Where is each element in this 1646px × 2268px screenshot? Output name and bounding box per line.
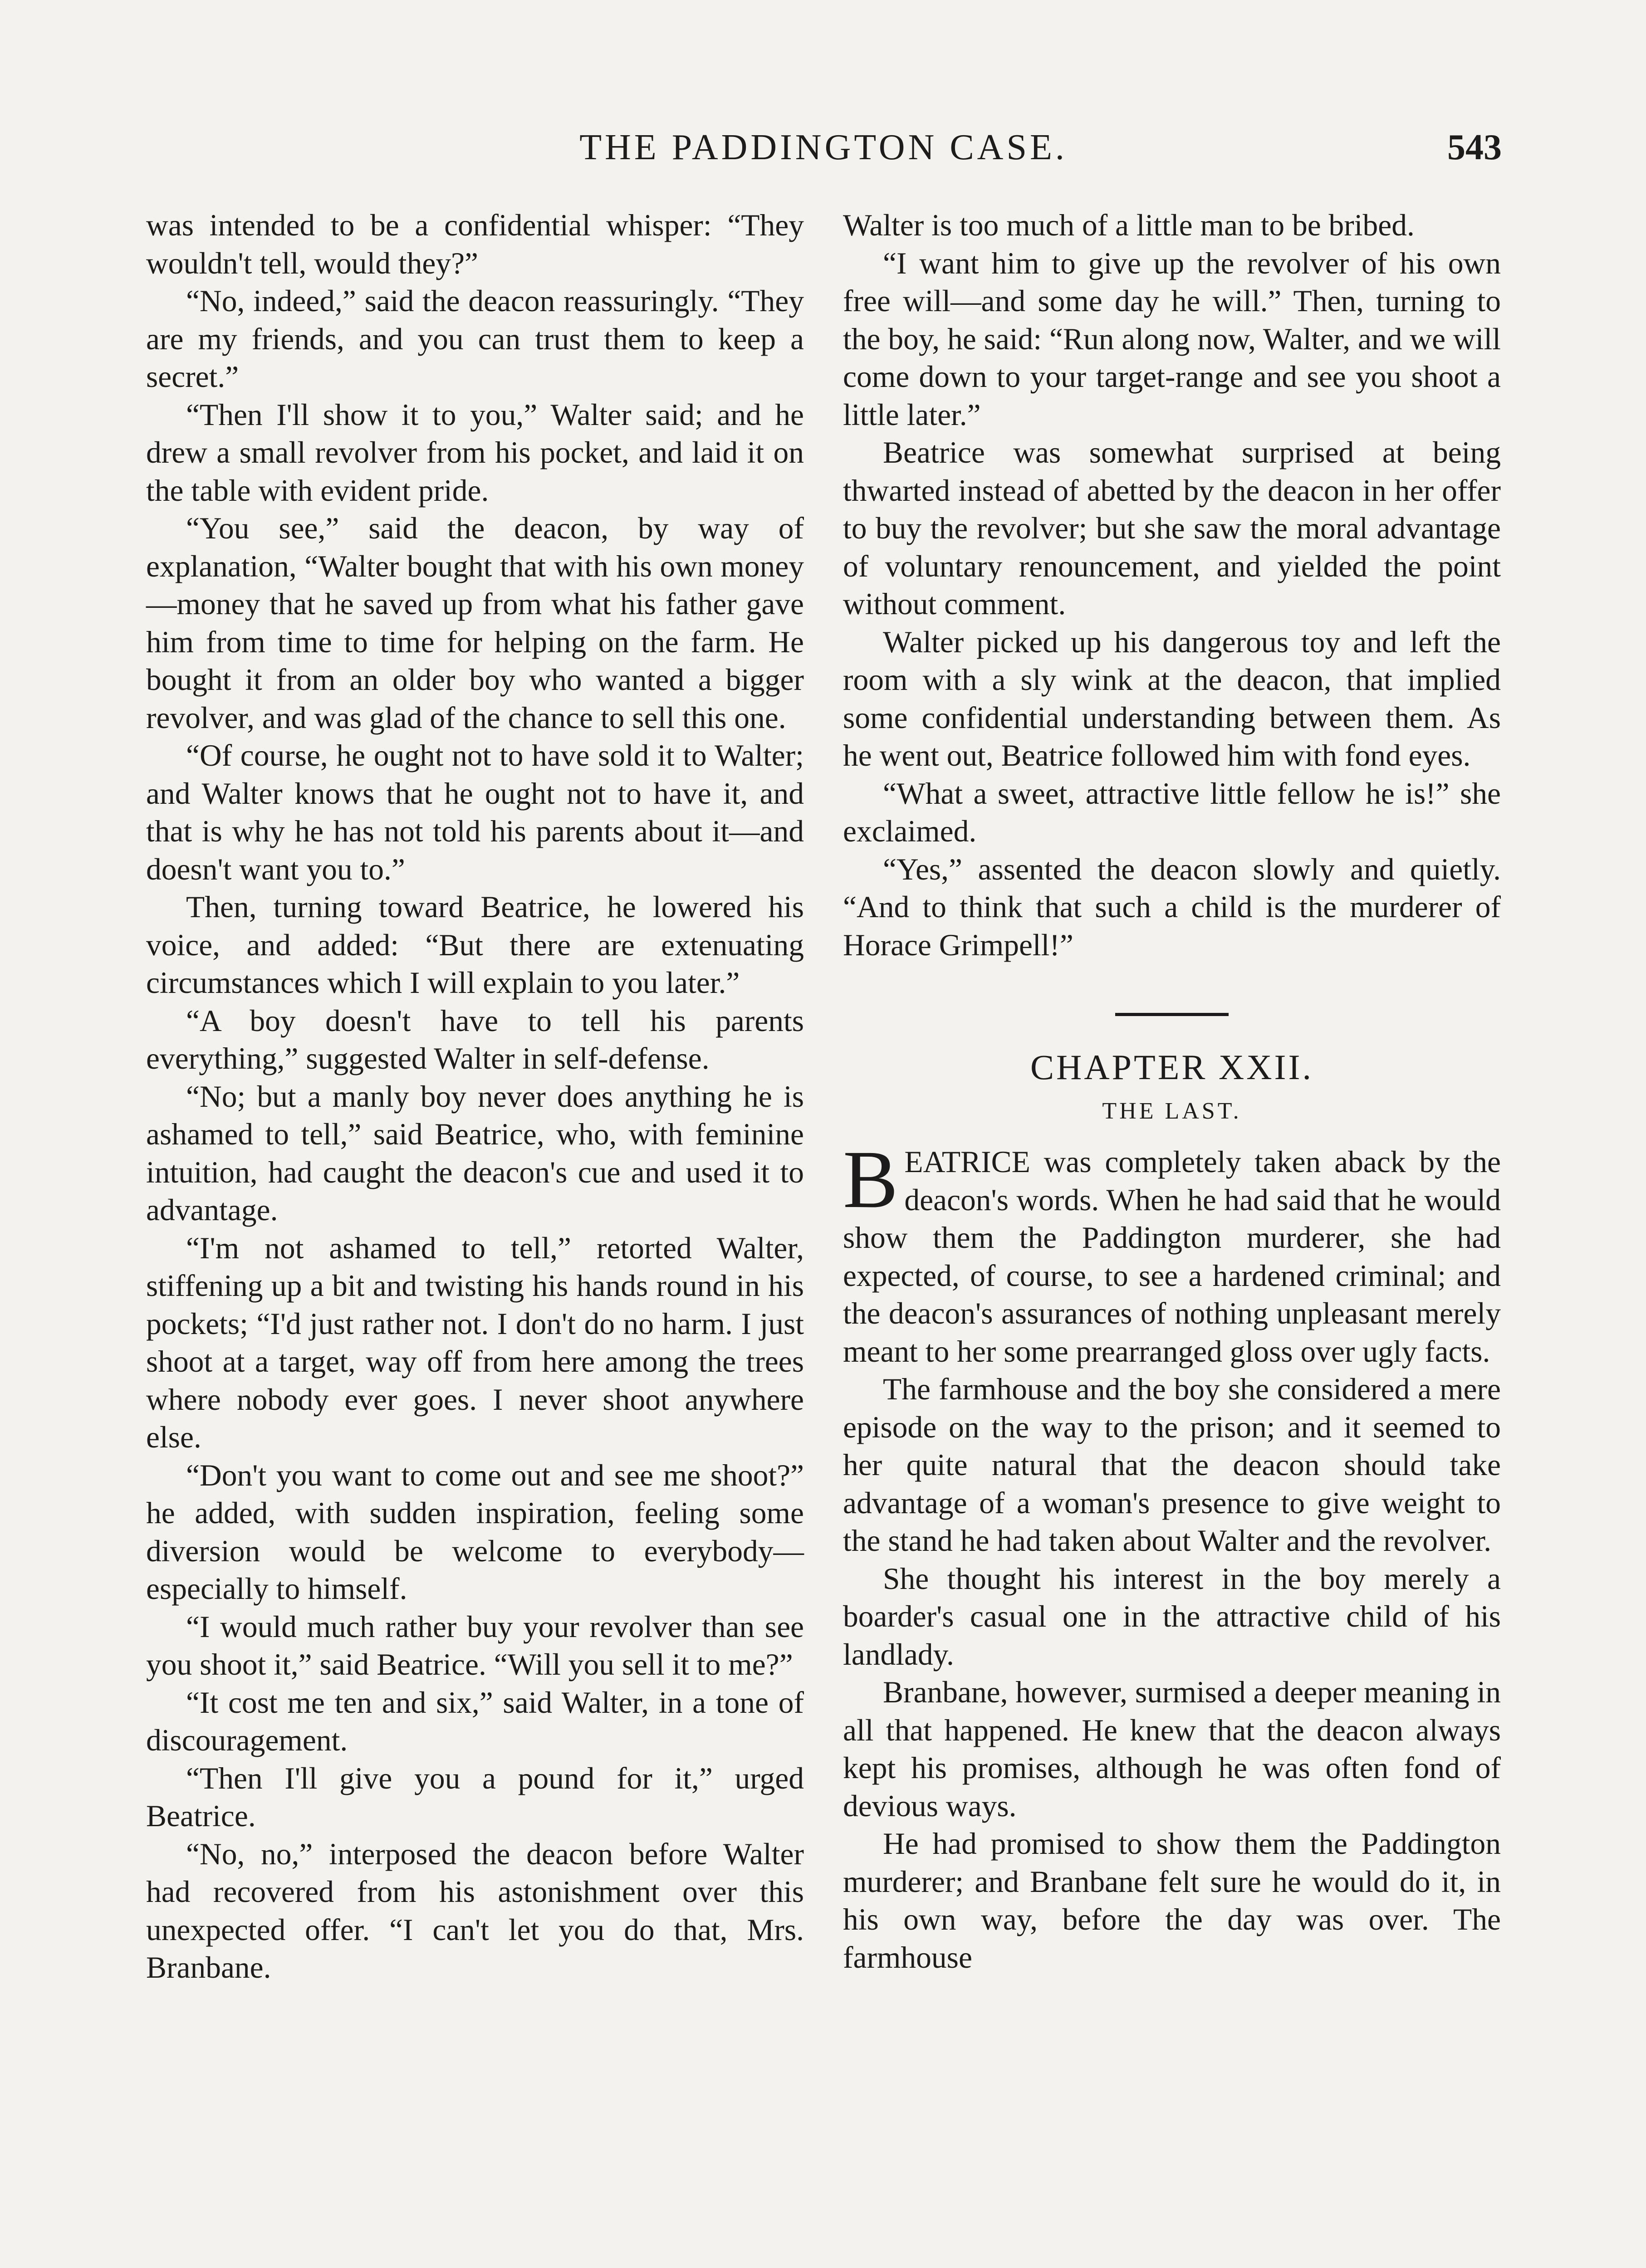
paragraph: “What a sweet, attractive little fellow he is!” she exclaimed.: [843, 776, 1501, 848]
paragraph: “Then I'll give you a pound for it,” urged Beatrice.: [146, 1761, 804, 1833]
section-divider: [1115, 1013, 1229, 1016]
paragraph: “I want him to give up the revolver of his own free will—and some day he will.” Then, turning to the boy, he said: “Run along now, Walter, and we will come down to your target-range and see you shoot a little later.”: [843, 246, 1501, 432]
running-title: THE PADDINGTON CASE.: [579, 127, 1068, 167]
paragraph: Then, turning toward Beatrice, he lowered his voice, and added: “But there are extenuating circumstances which I will explain to you later.”: [146, 890, 804, 1000]
paragraph: “Yes,” assented the deacon slowly and quietly. “And to think that such a child is the murderer of Horace Grimpell!”: [843, 852, 1501, 962]
paragraph: He had promised to show them the Paddington murderer; and Branbane felt sure he would do it, in his own way, before the day was over. The farmhouse: [843, 1827, 1501, 1975]
paragraph: “You see,” said the deacon, by way of explanation, “Walter bought that with his own money—money that he saved up from what his father gave him from time to time for helping on the farm. He bought it from an older boy who wanted a bigger revolver, and was glad of the chance to sell this one.: [146, 511, 804, 735]
right-column: [843, 206, 1501, 1976]
opening-text: EATRICE was completely taken aback by the deacon's words. When he had said that he would show them the Paddington murderer, she had expected, of course, to see a hardened criminal; and the deacon's assurances of nothing unpleasant merely meant to her some prearranged gloss over ugly facts.: [843, 1145, 1501, 1369]
page-number: 543: [1447, 127, 1502, 167]
left-column: [146, 206, 804, 1987]
drop-cap: B: [843, 1134, 898, 1225]
paragraph: “Don't you want to come out and see me shoot?” he added, with sudden inspiration, feeling some diversion would be welcome to everybody—especially to himself.: [146, 1458, 804, 1606]
paragraph: “Of course, he ought not to have sold it to Walter; and Walter knows that he ought not to have it, and that is why he has not told his parents about it—and doesn't want you to.”: [146, 738, 804, 886]
paragraph: “I would much rather buy your revolver than see you shoot it,” said Beatrice. “Will you sell it to me?”: [146, 1609, 804, 1681]
paragraph: “Then I'll show it to you,” Walter said; and he drew a small revolver from his pocket, and laid it on the table with evident pride.: [146, 397, 804, 508]
paragraph: was intended to be a confidential whisper: “They wouldn't tell, would they?”: [146, 208, 804, 280]
paragraph: The farmhouse and the boy she considered a mere episode on the way to the prison; and it seemed to her quite natural that the deacon should take advantage of a woman's presence to give weight to the stand he had taken about Walter and the revolver.: [843, 1372, 1501, 1558]
chapter-title: CHAPTER XXII.: [1030, 1047, 1313, 1087]
paragraph: “No, no,” interposed the deacon before Walter had recovered from his astonishment over this unexpected offer. “I can't let you do that, Mrs. Branbane.: [146, 1837, 804, 1984]
paragraph: Walter picked up his dangerous toy and left the room with a sly wink at the deacon, that implied some confidential understanding between them. As he went out, Beatrice followed him with fond eyes.: [843, 625, 1501, 772]
paragraph: Walter is too much of a little man to be bribed.: [843, 208, 1415, 242]
paragraph: “A boy doesn't have to tell his parents everything,” suggested Walter in self-defense.: [146, 1003, 804, 1075]
paragraph: Branbane, however, surmised a deeper meaning in all that happened. He knew that the deacon always kept his promises, although he was often fond of devious ways.: [843, 1675, 1501, 1823]
paragraph: “No, indeed,” said the deacon reassuringly. “They are my friends, and you can trust them to keep a secret.”: [146, 284, 804, 394]
paragraph: “It cost me ten and six,” said Walter, in a tone of discouragement.: [146, 1685, 804, 1757]
paragraph: “No; but a manly boy never does anything he is ashamed to tell,” said Beatrice, who, with feminine intuition, had caught the deacon's cue and used it to advantage.: [146, 1079, 804, 1227]
paragraph: Beatrice was somewhat surprised at being thwarted instead of abetted by the deacon in her offer to buy the revolver; but she saw the moral advantage of voluntary renouncement, and yielded the point without comment.: [843, 435, 1501, 621]
paragraph: “I'm not ashamed to tell,” retorted Walter, stiffening up a bit and twisting his hands round in his pockets; “I'd just rather not. I don't do no harm. I just shoot at a target, way off from here among the trees where nobody ever goes. I never shoot anywhere else.: [146, 1231, 804, 1454]
page-header: [145, 127, 1502, 177]
paragraph: She thought his interest in the boy merely a boarder's casual one in the attractive child of his landlady.: [843, 1561, 1501, 1672]
chapter-opening-paragraph: [843, 1134, 1501, 1370]
chapter-subtitle: THE LAST.: [1102, 1098, 1242, 1124]
